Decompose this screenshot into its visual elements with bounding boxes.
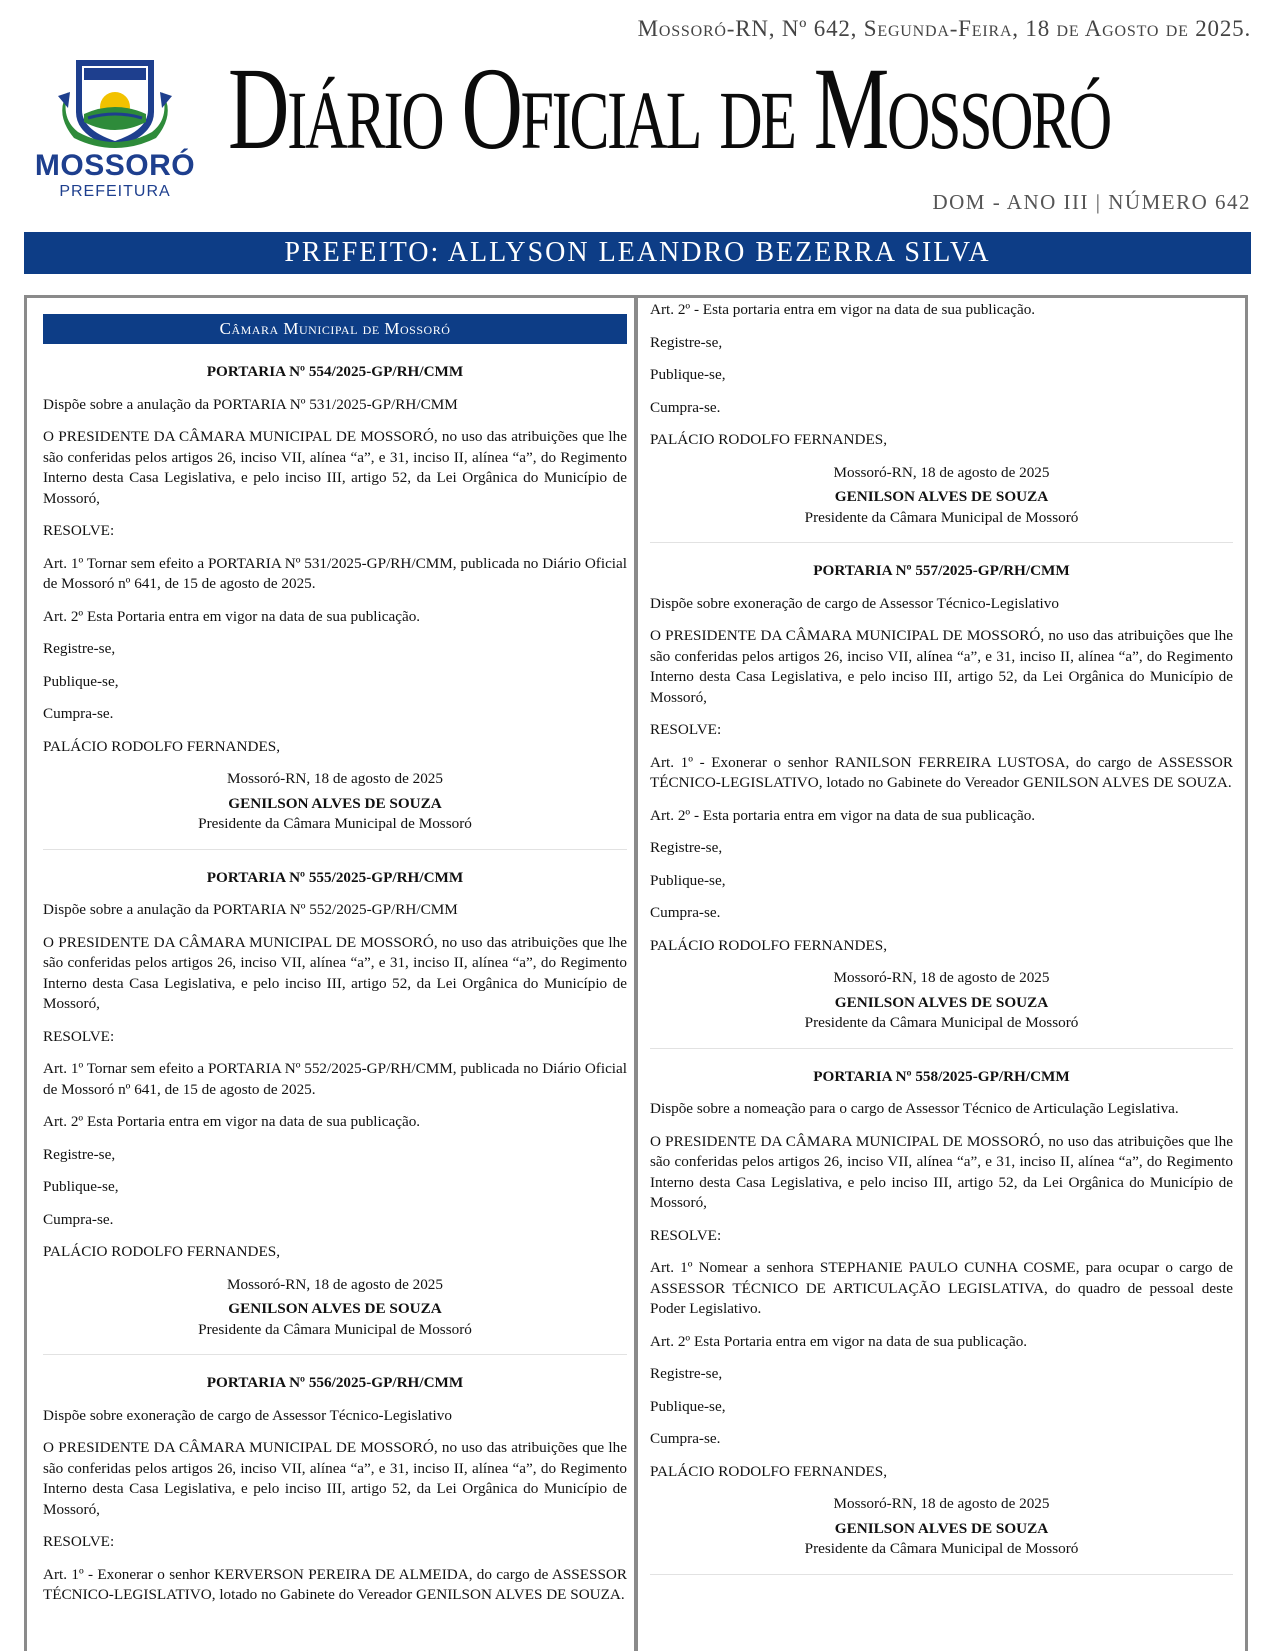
portaria-palacio: PALÁCIO RODOLFO FERNANDES, [650, 936, 887, 954]
portaria-554 [43, 362, 627, 850]
section-title: Câmara Municipal de Mossoró [43, 314, 627, 344]
portaria-publique: Publique-se, [43, 672, 119, 690]
logo-subtitle: PREFEITURA [59, 183, 171, 200]
column-divider [634, 295, 638, 1651]
portaria-article-1: Art. 1º Tornar sem efeito a PORTARIA Nº 531/2025-GP/RH/CMM, publicada no Diário Oficial de Mossoró nº 641, de 15 de agosto de 2025. [43, 554, 627, 592]
signer-name: GENILSON ALVES DE SOUZA [228, 794, 442, 812]
portaria-publique: Publique-se, [650, 366, 726, 383]
portaria-article-1: Art. 1º - Exonerar o senhor RANILSON FERREIRA LUSTOSA, do cargo de ASSESSOR TÉCNICO-LEGISLATIVO, lotado no Gabinete do Vereador GENILSON ALVES DE SOUZA. [650, 753, 1233, 791]
portaria-publique: Publique-se, [650, 871, 726, 889]
portaria-resolve: RESOLVE: [43, 522, 115, 539]
edition-number: DOM - ANO III | NÚMERO 642 [932, 190, 1251, 214]
signer-role: Presidente da Câmara Municipal de Mossoró [804, 1014, 1079, 1031]
issue-dateline: Mossoró-RN, Nº 642, Segunda-Feira, 18 de Agosto de 2025. [637, 16, 1251, 41]
portaria-registre: Registre-se, [650, 1365, 723, 1382]
portaria-557 [650, 561, 1233, 1049]
portaria-publique: Publique-se, [43, 1178, 119, 1195]
coat-of-arms-icon [24, 52, 206, 152]
portaria-title: PORTARIA Nº 554/2025-GP/RH/CMM [206, 363, 464, 380]
portaria-title: PORTARIA Nº 557/2025-GP/RH/CMM [813, 562, 1070, 579]
signer-name: GENILSON ALVES DE SOUZA [228, 1300, 442, 1317]
prefeitura-logo [24, 52, 206, 202]
portaria-preamble: O PRESIDENTE DA CÂMARA MUNICIPAL DE MOSSORÓ, no uso das atribuições que lhe são conferidas pelos artigos 26, inciso VII, alínea “a”, e 31, inciso II, alínea “a”, do Regimento Interno desta Casa Legislativa, e pelo inciso III, artigo 52, da Lei Orgânica do Município de Mossoró, [43, 1439, 627, 1518]
portaria-article-1: Art. 1º Nomear a senhora STEPHANIE PAULO CUNHA COSME, para ocupar o cargo de ASSESSOR TÉCNICO DE ARTICULAÇÃO LEGISLATIVA, do quadro de pessoal deste Poder Legislativo. [650, 1259, 1233, 1317]
logo-wordmark: MOSSORÓ [34, 149, 196, 182]
portaria-registre: Registre-se, [650, 333, 723, 351]
masthead-title: Diário Oficial de Mossoró [228, 43, 1110, 174]
portaria-article-2: Art. 2º - Esta portaria entra em vigor na data de sua publicação. [650, 806, 1036, 824]
portaria-cumpra: Cumpra-se. [650, 904, 721, 921]
portaria-preamble: O PRESIDENTE DA CÂMARA MUNICIPAL DE MOSSORÓ, no uso das atribuições que lhe são conferidas pelos artigos 26, inciso VII, alínea “a”, e 31, inciso II, alínea “a”, do Regimento Interno desta Casa Legislativa, e pelo inciso III, artigo 52, da Lei Orgânica do Município de Mossoró, [43, 428, 627, 507]
portaria-resolve: RESOLVE: [43, 1027, 115, 1045]
portaria-cumpra: Cumpra-se. [650, 1430, 721, 1447]
portaria-title: PORTARIA Nº 555/2025-GP/RH/CMM [206, 868, 464, 886]
portaria-article-2: Art. 2º Esta Portaria entra em vigor na data de sua publicação. [650, 1332, 1028, 1350]
portaria-article-1: Art. 1º - Exonerar o senhor KERVERSON PEREIRA DE ALMEIDA, do cargo de ASSESSOR TÉCNICO-LEGISLATIVO, lotado no Gabinete do Vereador GENILSON ALVES DE SOUZA. [43, 1565, 627, 1603]
signer-name: GENILSON ALVES DE SOUZA [834, 993, 1049, 1011]
signer-role: Presidente da Câmara Municipal de Mossoró [804, 508, 1079, 526]
portaria-556-continued [650, 300, 1233, 543]
signer-name: GENILSON ALVES DE SOUZA [834, 488, 1049, 505]
portaria-preamble: O PRESIDENTE DA CÂMARA MUNICIPAL DE MOSSORÓ, no uso das atribuições que lhe são conferidas pelos artigos 26, inciso VII, alínea “a”, e 31, inciso II, alínea “a”, do Regimento Interno desta Casa Legislativa, e pelo inciso III, artigo 52, da Lei Orgânica do Município de Mossoró, [650, 1132, 1233, 1211]
portaria-558 [650, 1067, 1233, 1575]
right-column [650, 300, 1233, 1593]
portaria-date: Mossoró-RN, 18 de agosto de 2025 [833, 463, 1050, 481]
portaria-title: PORTARIA Nº 556/2025-GP/RH/CMM [206, 1374, 464, 1391]
signer-role: Presidente da Câmara Municipal de Mossoró [198, 815, 472, 832]
portaria-palacio: PALÁCIO RODOLFO FERNANDES, [43, 1243, 280, 1260]
portaria-cumpra: Cumpra-se. [43, 705, 114, 722]
portaria-summary: Dispõe sobre exoneração de cargo de Assessor Técnico-Legislativo [650, 594, 1059, 612]
portaria-palacio: PALÁCIO RODOLFO FERNANDES, [43, 737, 280, 755]
portaria-summary: Dispõe sobre a anulação da PORTARIA Nº 531/2025-GP/RH/CMM [43, 395, 458, 413]
portaria-article-2: Art. 2º - Esta portaria entra em vigor na data de sua publicação. [650, 301, 1036, 318]
portaria-title: PORTARIA Nº 558/2025-GP/RH/CMM [813, 1067, 1070, 1085]
portaria-resolve: RESOLVE: [650, 721, 722, 738]
portaria-article-2: Art. 2º Esta Portaria entra em vigor na data de sua publicação. [43, 607, 421, 625]
portaria-registre: Registre-se, [43, 1145, 116, 1163]
signer-role: Presidente da Câmara Municipal de Mossoró [804, 1540, 1079, 1557]
portaria-palacio: PALÁCIO RODOLFO FERNANDES, [650, 431, 887, 448]
portaria-registre: Registre-se, [43, 640, 116, 657]
portaria-summary: Dispõe sobre exoneração de cargo de Assessor Técnico-Legislativo [43, 1406, 452, 1424]
portaria-556 [43, 1373, 627, 1632]
portaria-555 [43, 868, 627, 1356]
portaria-resolve: RESOLVE: [650, 1226, 722, 1244]
portaria-summary: Dispõe sobre a anulação da PORTARIA Nº 552/2025-GP/RH/CMM [43, 901, 458, 918]
portaria-article-1: Art. 1º Tornar sem efeito a PORTARIA Nº 552/2025-GP/RH/CMM, publicada no Diário Oficial de Mossoró nº 641, de 15 de agosto de 2025. [43, 1060, 627, 1098]
portaria-date: Mossoró-RN, 18 de agosto de 2025 [227, 1275, 443, 1293]
portaria-preamble: O PRESIDENTE DA CÂMARA MUNICIPAL DE MOSSORÓ, no uso das atribuições que lhe são conferidas pelos artigos 26, inciso VII, alínea “a”, e 31, inciso II, alínea “a”, do Regimento Interno desta Casa Legislativa, e pelo inciso III, artigo 52, da Lei Orgânica do Município de Mossoró, [650, 627, 1233, 706]
portaria-palacio: PALÁCIO RODOLFO FERNANDES, [650, 1462, 887, 1480]
signer-role: Presidente da Câmara Municipal de Mossoró [198, 1320, 472, 1338]
portaria-preamble: O PRESIDENTE DA CÂMARA MUNICIPAL DE MOSSORÓ, no uso das atribuições que lhe são conferidas pelos artigos 26, inciso VII, alínea “a”, e 31, inciso II, alínea “a”, do Regimento Interno desta Casa Legislativa, e pelo inciso III, artigo 52, da Lei Orgânica do Município de Mossoró, [43, 933, 627, 1012]
portaria-article-2: Art. 2º Esta Portaria entra em vigor na data de sua publicação. [43, 1113, 421, 1130]
portaria-cumpra: Cumpra-se. [43, 1210, 114, 1228]
portaria-date: Mossoró-RN, 18 de agosto de 2025 [227, 770, 443, 787]
mayor-banner: PREFEITO: ALLYSON LEANDRO BEZERRA SILVA [24, 232, 1251, 274]
portaria-cumpra: Cumpra-se. [650, 398, 721, 416]
portaria-publique: Publique-se, [650, 1397, 726, 1415]
portaria-registre: Registre-se, [650, 839, 723, 856]
portaria-summary: Dispõe sobre a nomeação para o cargo de Assessor Técnico de Articulação Legislativa. [650, 1100, 1179, 1117]
left-column [43, 314, 627, 1650]
portaria-date: Mossoró-RN, 18 de agosto de 2025 [833, 1495, 1050, 1512]
signer-name: GENILSON ALVES DE SOUZA [834, 1519, 1049, 1537]
portaria-date: Mossoró-RN, 18 de agosto de 2025 [833, 969, 1050, 986]
portaria-resolve: RESOLVE: [43, 1533, 115, 1550]
